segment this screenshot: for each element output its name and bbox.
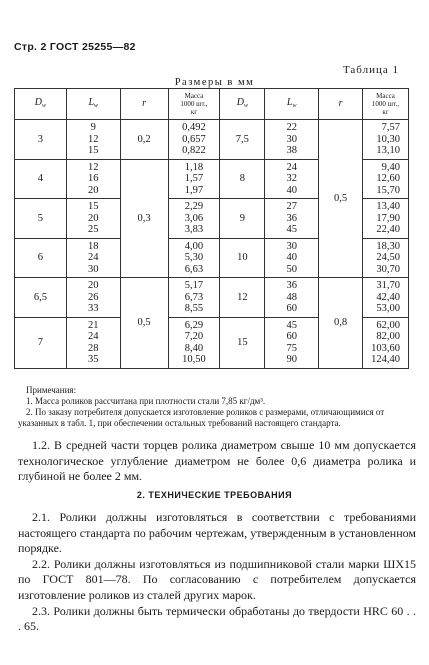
cell-dw: 6 [15, 238, 67, 278]
cell-lw: 45 60 75 90 [265, 317, 319, 368]
clause-2-3: 2.3. Ролики должны быть термически обработаны до твердости HRC 60 . . . 65. [18, 603, 416, 634]
dimensions-table [14, 88, 409, 369]
cell-mass: 2,29 3,06 3,83 [168, 199, 220, 239]
cell-mass: 1,18 1,57 1,97 [168, 159, 220, 199]
col-header-dw: $D_w$ [15, 89, 67, 120]
cell-dw: 6,5 [15, 278, 67, 318]
cell-dw: 8 [220, 159, 265, 199]
table-notes [18, 385, 414, 429]
cell-r: 0,3 [120, 159, 168, 278]
cell-mass: 4,00 5,30 6,63 [168, 238, 220, 278]
cell-dw: 9 [220, 199, 265, 239]
col-header-dw-2: $D_w$ [220, 89, 265, 120]
col-header-r: r [120, 89, 168, 120]
cell-mass: 9,40 12,60 15,70 [363, 159, 409, 199]
cell-mass: 13,40 17,90 22,40 [363, 199, 409, 239]
cell-dw: 15 [220, 317, 265, 368]
cell-lw: 22 30 38 [265, 120, 319, 160]
cell-r: 0,2 [120, 120, 168, 160]
cell-r: 0,8 [319, 278, 363, 369]
clause-2-2: 2.2. Ролики должны изготовляться из подшипниковой стали марки ШХ15 по ГОСТ 801—78. По согласованию с потребителем допускается изготовление роликов из сталей других марок. [18, 556, 416, 602]
cell-lw: 12 16 20 [66, 159, 120, 199]
cell-lw: 24 32 40 [265, 159, 319, 199]
page-header: Стр. 2 ГОСТ 25255—82 [14, 41, 136, 53]
table-row [15, 278, 409, 318]
cell-mass: 18,30 24,50 30,70 [363, 238, 409, 278]
col-header-r-2: r [319, 89, 363, 120]
col-header-lw: $L_w$ [66, 89, 120, 120]
table-row [15, 120, 409, 160]
cell-mass: 7,57 10,30 13,10 [363, 120, 409, 160]
notes-title: Примечания: [26, 385, 77, 395]
clause-2-1: 2.1. Ролики должны изготовляться в соответствии с требованиями настоящего стандарта по рабочим чертежам, утвержденным в установленном порядке. [18, 510, 416, 556]
cell-lw: 15 20 25 [66, 199, 120, 239]
cell-mass: 6,29 7,20 8,40 10,50 [168, 317, 220, 368]
cell-mass: 5,17 6,73 8,55 [168, 278, 220, 318]
cell-lw: 20 26 33 [66, 278, 120, 318]
cell-dw: 7 [15, 317, 67, 368]
table-label: Таблица 1 [342, 64, 399, 76]
note-2: 2. По заказу потребителя допускается изготовление роликов с размерами, отличающимися от указанных в табл. 1, при обеспечении остальных требований настоящего стандарта. [18, 407, 385, 428]
cell-dw: 4 [15, 159, 67, 199]
cell-r: 0,5 [120, 278, 168, 369]
cell-dw: 5 [15, 199, 67, 239]
cell-lw: 36 48 60 [265, 278, 319, 318]
note-1: 1. Масса роликов рассчитана при плотности стали 7,85 кг/дм³. [26, 396, 266, 406]
cell-mass: 62,00 82,00 103,60 124,40 [363, 317, 409, 368]
cell-mass: 31,70 42,40 53,00 [363, 278, 409, 318]
cell-lw: 18 24 30 [66, 238, 120, 278]
col-header-mass-2: Масса 1000 шт., кг [363, 89, 409, 120]
cell-lw: 21 24 28 35 [66, 317, 120, 368]
cell-dw: 3 [15, 120, 67, 160]
table-header-row [15, 89, 409, 120]
table-caption: Размеры в мм [174, 77, 255, 88]
section-2-body [18, 510, 416, 635]
cell-dw: 10 [220, 238, 265, 278]
clause-1-2 [18, 438, 416, 485]
cell-lw: 30 40 50 [265, 238, 319, 278]
cell-mass: 0,492 0,657 0,822 [168, 120, 220, 160]
cell-dw: 12 [220, 278, 265, 318]
cell-r: 0,5 [319, 120, 363, 278]
col-header-mass: Масса 1000 шт., кг [168, 89, 220, 120]
clause-1-2-text: 1.2. В средней части торцев ролика диаметром свыше 10 мм допускается технологическое углубление диаметром не более 0,6 диаметра ролика и глубиной не более 2 мм. [18, 438, 416, 484]
cell-lw: 27 36 45 [265, 199, 319, 239]
col-header-lw-2: $L_w$ [265, 89, 319, 120]
section-title: 2. ТЕХНИЧЕСКИЕ ТРЕБОВАНИЯ [136, 490, 293, 500]
cell-dw: 7,5 [220, 120, 265, 160]
cell-lw: 9 12 15 [66, 120, 120, 160]
